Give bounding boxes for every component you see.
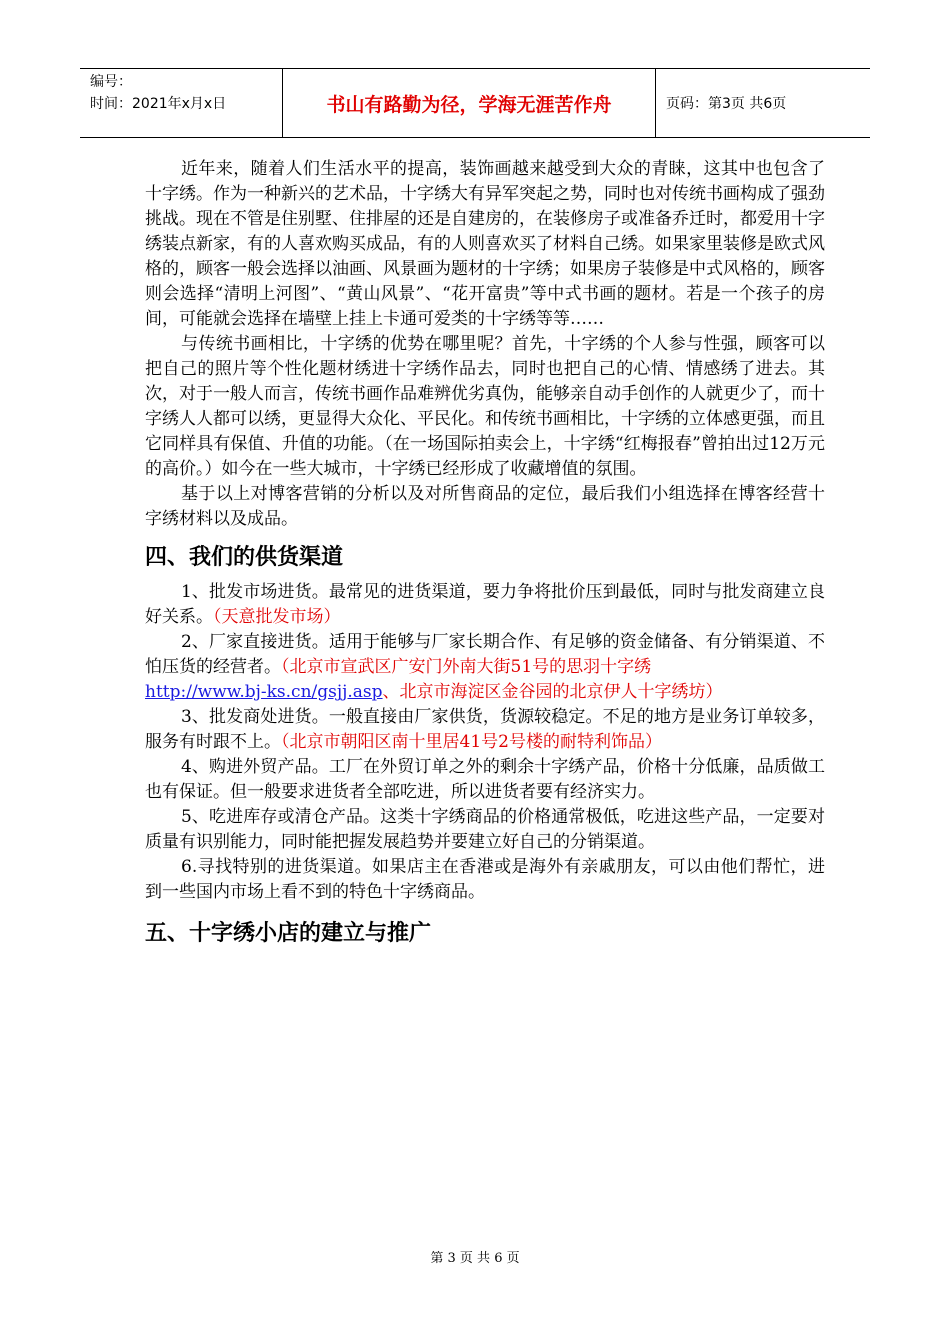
supplier-link[interactable]: http://www.bj-ks.cn/gsjj.asp (145, 682, 383, 702)
document-body (145, 157, 825, 956)
header-motto (282, 69, 656, 137)
paragraph-advantages: 与传统书画相比，十字绣的优势在哪里呢？首先，十字绣的个人参与性强，顾客可以把自己的照片等个性化题材绣进十字绣作品去，同时也把自己的心情、情感绣了进去。其次，对于一般人而言，传统书画作品难辨优劣真伪，能够亲自动手创作的人就更少了，而十字绣人人都可以绣，更显得大众化、平民化。和传统书画相比，十字绣的立体感更强，而且它同样具有保值、升值的功能。（在一场国际拍卖会上，十字绣“红梅报春”曾拍出过12万元的高价。）如今在一些大城市，十字绣已经形成了收藏增值的氛围。 (145, 334, 825, 479)
supply-item-1-text: 1、批发市场进货。最常见的进货渠道，要力争将批价压到最低，同时与批发商建立良好关系。 (145, 582, 825, 627)
supply-item-2-text: 2、厂家直接进货。适用于能够与厂家长期合作、有足够的资金储备、有分销渠道、不怕压货的经营者。 (145, 632, 825, 677)
page-number-text: 页码：第3页 共6页 (666, 96, 787, 112)
supply-item-2-separator: 、 (382, 682, 400, 702)
supply-item-3-note: （北京市朝阳区南十里居41号2号楼的耐特利饰品） (281, 732, 662, 752)
page-footer (0, 1247, 950, 1266)
paragraph-intro: 近年来，随着人们生活水平的提高，装饰画越来越受到大众的青睐，这其中也包含了十字绣。作为一种新兴的艺术品，十字绣大有异军突起之势，同时也对传统书画构成了强劲挑战。现在不管是住别墅、住排屋的还是自建房的，在装修房子或准备乔迁时，都爱用十字绣装点新家，有的人喜欢购买成品，有的人则喜欢买了材料自己绣。如果家里装修是欧式风格的，顾客一般会选择以油画、风景画为题材的十字绣；如果房子装修是中式风格的，顾客则会选择“清明上河图”、“黄山风景”、“花开富贵”等中式书画的题材。若是一个孩子的房间，可能就会选择在墙壁上挂上卡通可爱类的十字绣等等…… (145, 159, 825, 329)
supply-item-6: 6.寻找特别的进货渠道。如果店主在香港或是海外有亲戚朋友，可以由他们帮忙，进到一些国内市场上看不到的特色十字绣商品。 (145, 857, 825, 902)
section-heading-supply: 四、我们的供货渠道 (145, 545, 344, 570)
document-date: 时间：2021年x月x日 (90, 96, 227, 112)
supply-item-4: 4、购进外贸产品。工厂在外贸订单之外的剩余十字绣产品，价格十分低廉，品质做工也有保证。但一般要求进货者全部吃进，所以进货者要有经济实力。 (145, 757, 825, 802)
supply-item-2-note-2: 北京市海淀区金谷园的北京伊人十字绣坊） (399, 682, 723, 702)
section-heading-shop: 五、十字绣小店的建立与推广 (145, 921, 432, 946)
header-page-number (656, 69, 870, 137)
supply-item-3 (145, 705, 825, 755)
supply-item-2-continued (145, 680, 825, 705)
page-header (80, 68, 870, 138)
motto-text: 书山有路勤为径，学海无涯苦作舟 (326, 93, 612, 116)
supply-item-2-note: （北京市宣武区广安门外南大街51号的思羽十字绣 (281, 657, 652, 677)
supply-item-2 (145, 630, 825, 680)
header-meta (80, 69, 282, 139)
supply-item-3-text: 3、批发商处进货。一般直接由厂家供货，货源较稳定。不足的地方是业务订单较多，服务有时跟不上。 (145, 707, 825, 752)
supply-item-1 (145, 580, 825, 630)
paragraph-conclusion: 基于以上对博客营销的分析以及对所售商品的定位，最后我们小组选择在博客经营十字绣材料以及成品。 (145, 484, 825, 529)
serial-number: 编号： (90, 74, 132, 90)
supply-item-5: 5、吃进库存或清仓产品。这类十字绣商品的价格通常极低，吃进这些产品，一定要对质量有识别能力，同时能把握发展趋势并要建立好自己的分销渠道。 (145, 807, 825, 852)
footer-page-number: 第 3 页 共 6 页 (430, 1251, 520, 1266)
supply-item-1-note: （天意批发市场） (213, 607, 341, 627)
